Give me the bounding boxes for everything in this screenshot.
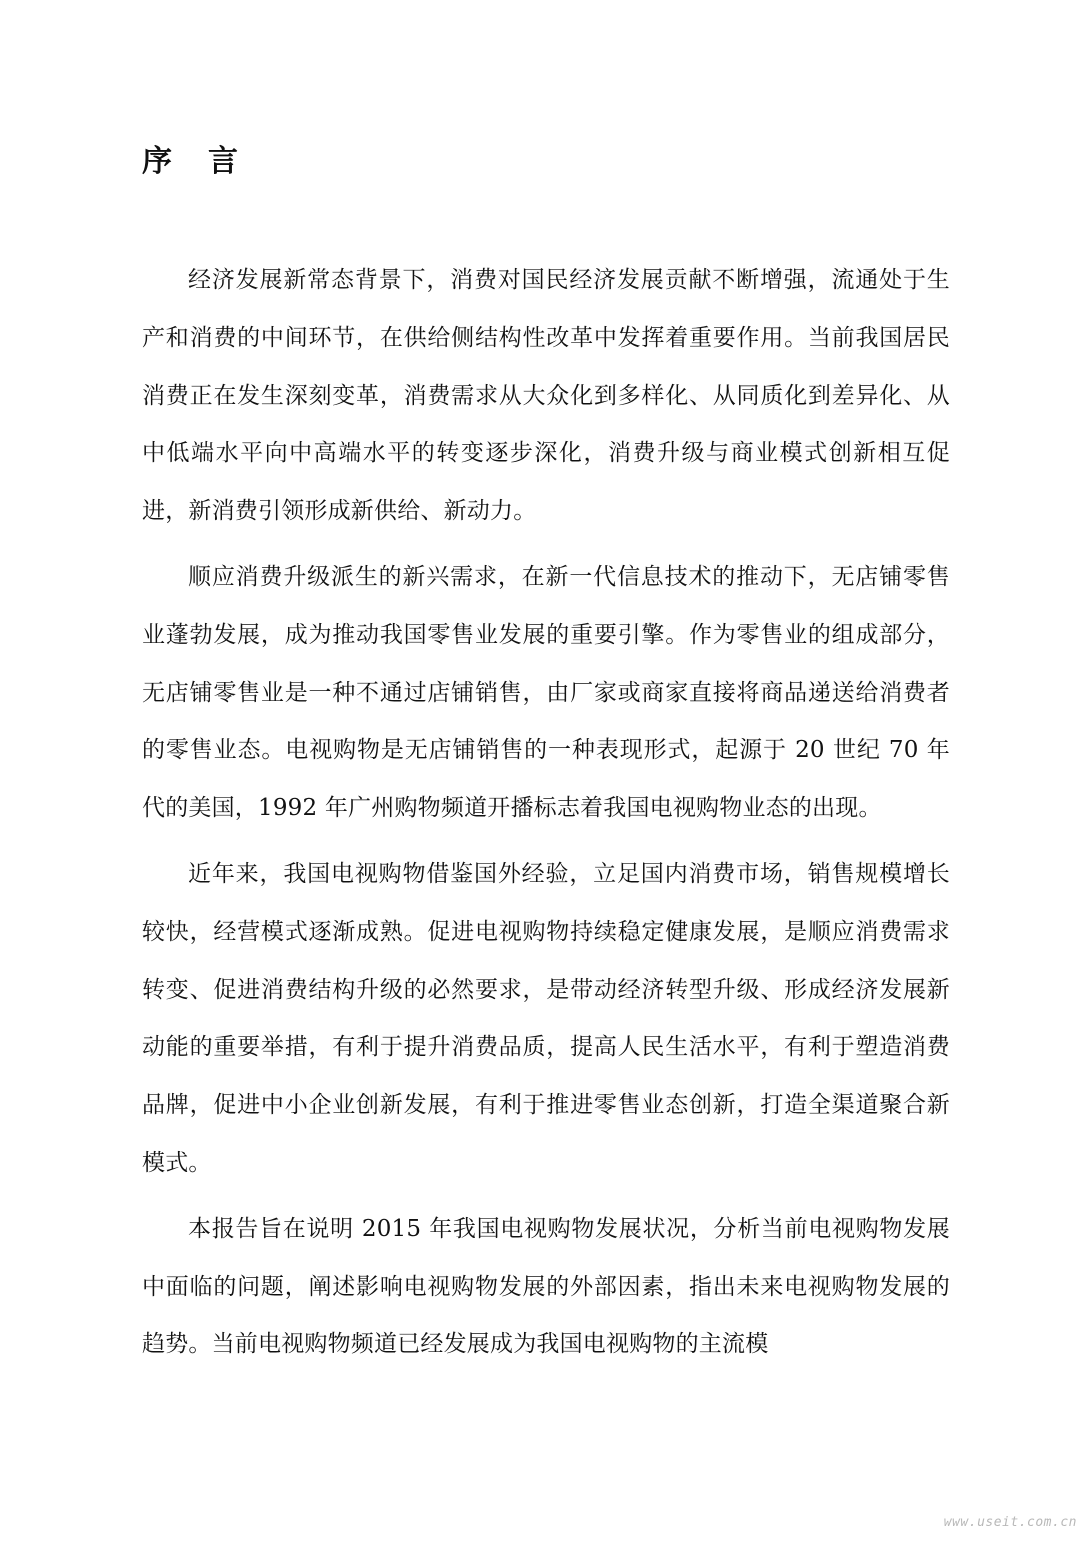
paragraph-3: 近年来，我国电视购物借鉴国外经验，立足国内消费市场，销售规模增长较快，经营模式逐渐成熟。促进电视购物持续稳定健康发展，是顺应消费需求转变、促进消费结构升级的必然要求，是带动经济转型升级、形成经济发展新动能的重要举措，有利于提升消费品质，提高人民生活水平，有利于塑造消费品牌，促进中小企业创新发展，有利于推进零售业态创新，打造全渠道聚合新模式。 bbox=[142, 860, 950, 1176]
watermark: www.useit.com.cn bbox=[943, 1515, 1077, 1530]
page-title: 序言 bbox=[142, 144, 274, 179]
body-text bbox=[142, 252, 950, 1382]
paragraph-1: 经济发展新常态背景下，消费对国民经济发展贡献不断增强，流通处于生产和消费的中间环节，在供给侧结构性改革中发挥着重要作用。当前我国居民消费正在发生深刻变革，消费需求从大众化到多样化、从同质化到差异化、从中低端水平向中高端水平的转变逐步深化，消费升级与商业模式创新相互促进，新消费引领形成新供给、新动力。 bbox=[142, 267, 950, 525]
paragraph-2: 顺应消费升级派生的新兴需求，在新一代信息技术的推动下，无店铺零售业蓬勃发展，成为推动我国零售业发展的重要引擎。作为零售业的组成部分，无店铺零售业是一种不通过店铺销售，由厂家或商家直接将商品递送给消费者的零售业态。电视购物是无店铺销售的一种表现形式，起源于 20 世纪 70 年代的美国，1992 年广州购物频道开播标志着我国电视购物业态的出现。 bbox=[142, 563, 950, 822]
paragraph-4: 本报告旨在说明 2015 年我国电视购物发展状况，分析当前电视购物发展中面临的问题，阐述影响电视购物发展的外部因素，指出未来电视购物发展的趋势。当前电视购物频道已经发展成为我国电视购物的主流模 bbox=[142, 1215, 950, 1358]
